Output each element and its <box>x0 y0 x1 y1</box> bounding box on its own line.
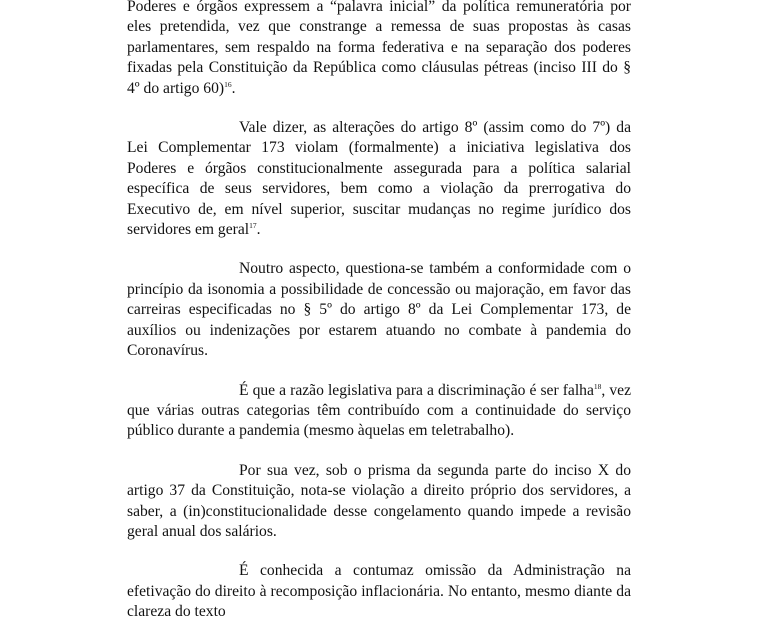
paragraph-2-text: Vale dizer, as alterações do artigo 8º (assim como do 7º) da Lei Complementar 173 violam (formalmente) a iniciativa legislativa dos Poderes e órgãos constitucionalmente assegurada para a política salarial específica de seus servidores, bem como a violação da prerrogativa do Executivo de, em nível superior, suscitar mudanças no regime jurídico dos servidores em geral <box>127 119 631 239</box>
paragraph-1-tail: . <box>231 79 236 97</box>
paragraph-3-text: Noutro aspecto, questiona-se também a conformidade com o princípio da isonomia a possibilidade de concessão ou majoração, em favor das carreiras especificadas no § 5º do artigo 8º da Lei Complementar 173, de auxílios ou indenizações por estarem atuando no combate à pandemia do Coronavírus. <box>127 260 631 360</box>
paragraph-3 <box>127 259 631 361</box>
footnote-ref-16[interactable]: 16 <box>224 79 232 89</box>
paragraph-4 <box>127 381 631 442</box>
document-body <box>127 0 631 623</box>
paragraph-1-text: Poderes e órgãos expressem a “palavra inicial” da política remuneratória por eles pretendida, vez que constrange a remessa de suas propostas às casas parlamentares, sem respaldo na forma federativa e na separação dos poderes fixadas pela Constituição da República como cláusulas pétreas (inciso III do § 4º do artigo 60) <box>127 0 631 97</box>
paragraph-6-text: É conhecida a contumaz omissão da Administração na efetivação do direito à recomposição inflacionária. No entanto, mesmo diante da clareza do texto <box>127 562 631 621</box>
footnote-ref-18[interactable]: 18 <box>593 381 602 391</box>
paragraph-2-tail: . <box>256 221 261 239</box>
paragraph-4-tail: , vez que várias outras categorias têm contribuído com a continuidade do serviço público durante a pandemia (mesmo àquelas em teletrabalho). <box>127 381 632 440</box>
paragraph-1 <box>127 0 631 99</box>
paragraph-4-text: É que a razão legislativa para a discriminação é ser falha <box>239 381 594 399</box>
paragraph-5-text: Por sua vez, sob o prisma da segunda parte do inciso X do artigo 37 da Constituição, nota-se violação a direito próprio dos servidores, a saber, a (in)constitucionalidade desse congelamento quando impede a revisão geral anual dos salários. <box>127 461 631 540</box>
paragraph-5 <box>127 461 631 543</box>
paragraph-6 <box>127 561 631 622</box>
footnote-ref-17[interactable]: 17 <box>249 220 257 230</box>
paragraph-2 <box>127 118 631 240</box>
